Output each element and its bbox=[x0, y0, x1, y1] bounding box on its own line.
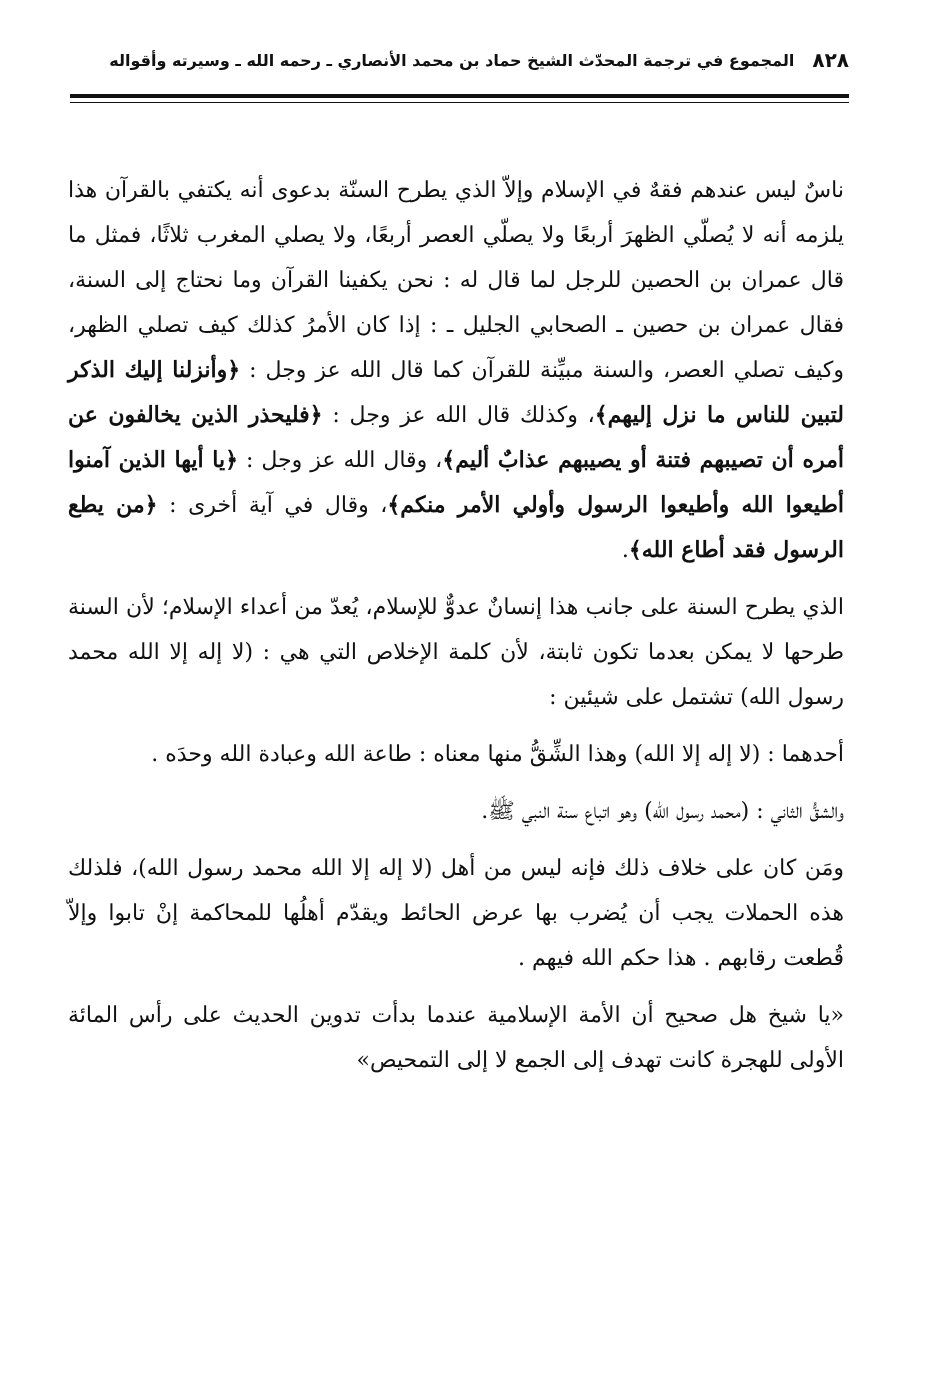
text-segment: ومَن كان على خلاف ذلك فإنه ليس من أهل (لا إله إلا الله محمد رسول الله)، فلذلك هذه الحملات يجب أن يُضرب بها عرض الحائط ويقدّم أهلُها للمحاكمة إنْ تابوا وإلاّ قُطعت رقابهم . هذا حكم الله فيهم . bbox=[68, 856, 844, 971]
quran-verse: ﴿من يطع الرسول فقد أطاع الله﴾ bbox=[68, 492, 844, 563]
text-segment: والشقُّ الثاني : (محمد رسول الله) وهو اتباع سنة النبي ﷺ. bbox=[481, 799, 844, 824]
page-number: ٨٢٨ bbox=[812, 48, 849, 72]
quran-verse: ﴿وأنزلنا إليك الذكر لتبين للناس ما نزل إليهم﴾ bbox=[68, 357, 845, 428]
text-segment: ناسٌ ليس عندهم فقهٌ في الإسلام وإلاّ الذي يطرح السنّة بدعوى أنه يكتفي بالقرآن هذا يلزمه أنه لا يُصلّي الظهرَ أربعًا ولا يصلّي العصر أربعًا، ولا يصلي المغرب ثلاثًا، فمثل ما قال عمران بن الحصين للرجل لما قال له : نحن يكفينا القرآن وما نحتاج إلى السنة، فقال عمران بن حصين ـ الصحابي الجليل ـ : إذا كان الأمرُ كذلك كيف تصلي الظهر، وكيف تصلي العصر، والسنة مبيِّنة للقرآن كما قال الله عز وجل : bbox=[68, 178, 844, 383]
quran-verse: ﴿يا أيها الذين آمنوا أطيعوا الله وأطيعوا الرسول وأولي الأمر منكم﴾ bbox=[68, 447, 844, 518]
header-title: المجموع في ترجمة المحدّث الشيخ حماد بن محمد الأنصاري ـ رحمه الله ـ وسيرته وأقواله bbox=[109, 50, 795, 70]
text-segment: ، وقال في آية أخرى : bbox=[157, 493, 388, 518]
text-segment: أحدهما : (لا إله إلا الله) وهذا الشِّقُّ منها معناه : طاعة الله وعبادة الله وحدَه . bbox=[151, 742, 844, 767]
quran-verse: ﴿فليحذر الذين يخالفون عن أمره أن تصيبهم فتنة أو يصيبهم عذابٌ أليم﴾ bbox=[68, 402, 845, 473]
paragraph bbox=[68, 789, 844, 834]
text-segment: . bbox=[621, 538, 629, 563]
header-rule-thin bbox=[70, 102, 849, 103]
text-segment: ، وقال الله عز وجل : bbox=[238, 448, 443, 473]
paragraph bbox=[68, 732, 844, 777]
header-rule-thick bbox=[70, 94, 849, 98]
text-segment: ، وكذلك قال الله عز وجل : bbox=[322, 403, 595, 428]
paragraph bbox=[68, 846, 844, 981]
text-segment: الذي يطرح السنة على جانب هذا إنسانٌ عدوٌّ للإسلام، يُعدّ من أعداء الإسلام؛ لأن السنة طرحها لا يمكن بعدما تكون ثابتة، لأن كلمة الإخلاص التي هي : (لا إله إلا الله محمد رسول الله) تشتمل على شيئين : bbox=[68, 595, 844, 710]
paragraph bbox=[68, 168, 844, 573]
paragraph bbox=[68, 993, 844, 1083]
running-header bbox=[109, 40, 849, 80]
paragraph bbox=[68, 585, 844, 720]
text-segment: «يا شيخ هل صحيح أن الأمة الإسلامية عندما بدأت تدوين الحديث على رأس المائة الأولى للهجرة كانت تهدف إلى الجمع لا إلى التمحيص» bbox=[68, 1003, 844, 1073]
body-text bbox=[68, 168, 844, 1083]
